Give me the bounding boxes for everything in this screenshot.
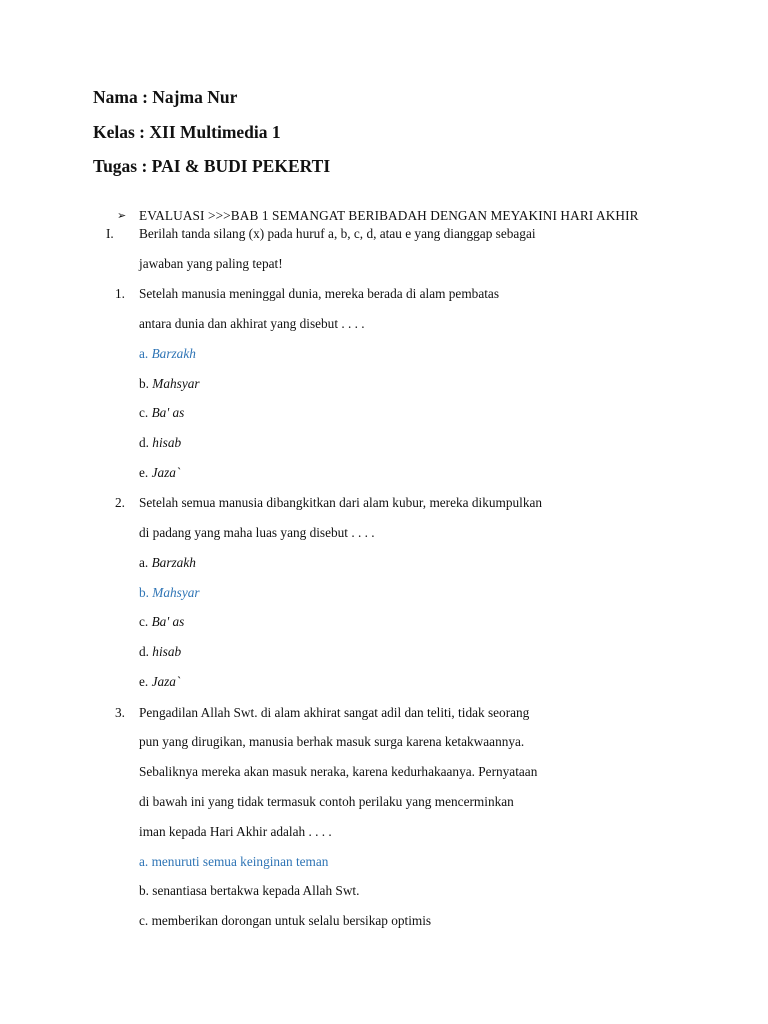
question-text-line: Setelah manusia meninggal dunia, mereka berada di alam pembatas — [139, 286, 499, 301]
option-text: Ba' as — [151, 614, 185, 629]
option-text: Mahsyar — [152, 585, 200, 600]
question-number: 1. — [115, 286, 125, 301]
question-text-line: di padang yang maha luas yang disebut . . . . — [139, 525, 375, 540]
student-name: Nama : Najma Nur — [93, 87, 238, 107]
question-text-line: iman kepada Hari Akhir adalah . . . . — [139, 824, 332, 839]
option-letter: b. — [139, 376, 153, 391]
option-text: Jaza` — [151, 674, 181, 689]
option-text: Jaza` — [151, 465, 181, 480]
question-number: 2. — [115, 495, 125, 510]
option-letter: c. — [139, 614, 152, 629]
option-text: hisab — [152, 644, 182, 659]
answer-option-a[interactable] — [139, 555, 196, 571]
question-text-line: Sebaliknya mereka akan masuk neraka, karena kedurhakaanya. Pernyataan — [139, 764, 538, 779]
option-letter: a. — [139, 854, 152, 869]
question-text-line: Pengadilan Allah Swt. di alam akhirat sangat adil dan teliti, tidak seorang — [139, 705, 530, 720]
question-number: 3. — [115, 705, 125, 720]
question-text-line: di bawah ini yang tidak termasuk contoh perilaku yang mencerminkan — [139, 794, 514, 809]
option-text: Barzakh — [151, 555, 196, 570]
answer-option-c[interactable] — [139, 913, 431, 929]
option-letter: c. — [139, 405, 152, 420]
option-letter: c. — [139, 913, 152, 928]
question-text-line: Setelah semua manusia dibangkitkan dari alam kubur, mereka dikumpulkan — [139, 495, 543, 510]
answer-option-a[interactable] — [139, 854, 328, 870]
answer-option-b[interactable] — [139, 883, 359, 899]
answer-option-d[interactable] — [139, 435, 181, 451]
option-letter: e. — [139, 465, 152, 480]
student-class: Kelas : XII Multimedia 1 — [93, 122, 281, 142]
answer-option-e[interactable] — [139, 674, 180, 690]
answer-option-a[interactable] — [139, 346, 196, 362]
option-letter: b. — [139, 883, 153, 898]
option-letter: d. — [139, 644, 153, 659]
answer-option-b[interactable] — [139, 585, 200, 601]
arrow-bullet-icon: ➢ — [117, 210, 127, 222]
answer-option-b[interactable] — [139, 376, 200, 392]
question-text-line: pun yang dirugikan, manusia berhak masuk surga karena ketakwaannya. — [139, 734, 525, 749]
option-text: Barzakh — [151, 346, 196, 361]
option-text: memberikan dorongan untuk selalu bersikap optimis — [151, 913, 432, 928]
section-instruction-line-2: jawaban yang paling tepat! — [139, 256, 283, 271]
option-text: hisab — [152, 435, 182, 450]
section-numeral: I. — [106, 226, 114, 241]
option-text: Mahsyar — [152, 376, 200, 391]
option-letter: a. — [139, 346, 152, 361]
evaluation-heading: EVALUASI >>>BAB 1 SEMANGAT BERIBADAH DENGAN MEYAKINI HARI AKHIR — [139, 208, 639, 223]
option-text: menuruti semua keinginan teman — [151, 854, 329, 869]
option-letter: a. — [139, 555, 152, 570]
assignment-title: Tugas : PAI & BUDI PEKERTI — [93, 156, 331, 176]
answer-option-c[interactable] — [139, 614, 184, 630]
option-text: senantiasa bertakwa kepada Allah Swt. — [152, 883, 360, 898]
option-letter: d. — [139, 435, 153, 450]
question-text-line: antara dunia dan akhirat yang disebut . . . . — [139, 316, 365, 331]
answer-option-c[interactable] — [139, 405, 184, 421]
option-letter: e. — [139, 674, 152, 689]
answer-option-d[interactable] — [139, 644, 181, 660]
answer-option-e[interactable] — [139, 465, 180, 481]
option-letter: b. — [139, 585, 153, 600]
section-instruction-line-1: Berilah tanda silang (x) pada huruf a, b, c, d, atau e yang dianggap sebagai — [139, 226, 536, 241]
option-text: Ba' as — [151, 405, 185, 420]
